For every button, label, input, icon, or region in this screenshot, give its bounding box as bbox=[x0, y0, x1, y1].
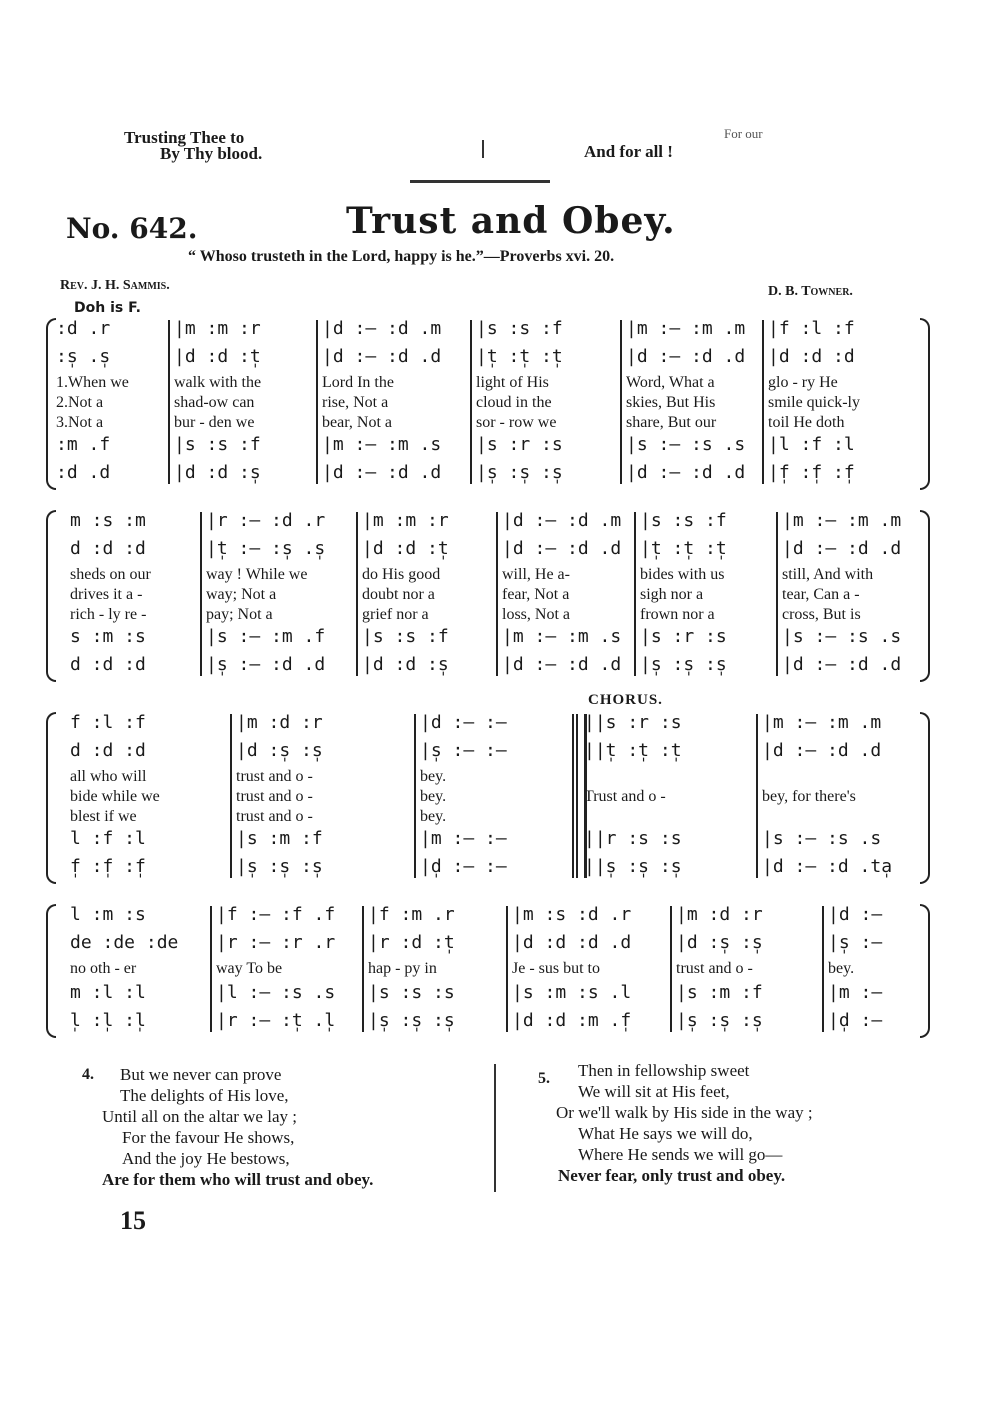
solfa-measure: |s̩ :— :d .d bbox=[206, 654, 326, 675]
solfa-measure: |d :s̩ :s̩ bbox=[676, 932, 763, 953]
solfa-measure: :s̩ .s̩ bbox=[56, 346, 111, 367]
lyric-measure: all who will bbox=[70, 768, 147, 785]
solfa-measure: d :d :d bbox=[70, 538, 146, 559]
chorus-label: CHORUS. bbox=[588, 692, 663, 708]
solfa-measure: l :f :l bbox=[70, 828, 146, 849]
solfa-measure: |d :— :d .d bbox=[322, 346, 442, 367]
solfa-measure: |d :— :d .d bbox=[626, 346, 746, 367]
hymn-title: Trust and Obey. bbox=[346, 200, 676, 242]
author: Rev. J. H. Sammis. bbox=[60, 278, 170, 293]
bar-line bbox=[356, 512, 358, 676]
page-number: 15 bbox=[120, 1206, 146, 1235]
lyric-measure: 2.Not a bbox=[56, 394, 104, 411]
verse-divider bbox=[494, 1064, 496, 1192]
solfa-measure: f̩ :f̩ :f̩ bbox=[70, 856, 146, 877]
solfa-measure: de :de :de bbox=[70, 932, 179, 953]
system-brace-left bbox=[46, 510, 56, 682]
solfa-measure: f :l :f bbox=[70, 712, 146, 733]
lyric-measure: light of His bbox=[476, 374, 549, 391]
lyric-measure: blest if we bbox=[70, 808, 137, 825]
solfa-measure: |r :d :t̩ bbox=[368, 932, 455, 953]
lyric-measure: drives it a - bbox=[70, 586, 143, 603]
lyric-measure: no oth - er bbox=[70, 960, 137, 977]
solfa-measure: |s̩ :s̩ :s̩ bbox=[368, 1010, 455, 1031]
solfa-measure: |r :— :t̩ .l̩ bbox=[216, 1010, 336, 1031]
solfa-measure: |s :— :s .s bbox=[762, 828, 882, 849]
verse-line: For the favour He shows, bbox=[122, 1128, 295, 1147]
lyric-measure: bear, Not a bbox=[322, 414, 392, 431]
lyric-measure: 1.When we bbox=[56, 374, 129, 391]
solfa-measure: |s̩ :— bbox=[828, 932, 883, 953]
bar-line bbox=[506, 906, 508, 1032]
solfa-measure: |m :— bbox=[828, 982, 883, 1003]
bar-line bbox=[496, 512, 498, 676]
solfa-measure: |d :— :d .d bbox=[782, 654, 902, 675]
lyric-measure: Trust and o - bbox=[584, 788, 666, 805]
lyric-measure: bey. bbox=[420, 768, 447, 785]
solfa-measure: |s̩ :— :— bbox=[420, 740, 507, 761]
solfa-measure: |d :d :s̩ bbox=[362, 654, 449, 675]
bar-line bbox=[316, 320, 318, 484]
solfa-measure: |m :— :m .m bbox=[762, 712, 882, 733]
verse-line: And the joy He bestows, bbox=[122, 1149, 290, 1168]
bar-line bbox=[414, 714, 416, 878]
lyric-measure: will, He a- bbox=[502, 566, 570, 583]
system-brace-left bbox=[46, 712, 56, 884]
solfa-measure: ||r :s :s bbox=[584, 828, 682, 849]
bar-line bbox=[634, 512, 636, 676]
solfa-measure: |l :— :s .s bbox=[216, 982, 336, 1003]
solfa-measure: |d :d :t̩ bbox=[174, 346, 261, 367]
solfa-measure: |s :s :f bbox=[476, 318, 563, 339]
solfa-measure: m :l :l bbox=[70, 982, 146, 1003]
verse-line: The delights of His love, bbox=[120, 1086, 289, 1105]
solfa-measure: ||t̩ :t̩ :t̩ bbox=[584, 740, 682, 761]
lyric-measure: way; Not a bbox=[206, 586, 277, 603]
solfa-measure: |d :d :s̩ bbox=[174, 462, 261, 483]
lyric-measure: share, But our bbox=[626, 414, 717, 431]
lyric-measure: way ! While we bbox=[206, 566, 308, 583]
bar-line bbox=[470, 320, 472, 484]
solfa-measure: |f̩ :f̩ :f̩ bbox=[768, 462, 855, 483]
lyric-measure: bey. bbox=[420, 808, 447, 825]
solfa-measure: :d .d bbox=[56, 462, 111, 483]
solfa-measure: |d :— :— bbox=[420, 712, 507, 733]
lyric-measure: rise, Not a bbox=[322, 394, 389, 411]
lyric-measure: way To be bbox=[216, 960, 283, 977]
lyric-measure: pay; Not a bbox=[206, 606, 273, 623]
lyric-measure: sor - row we bbox=[476, 414, 557, 431]
lyric-measure: bur - den we bbox=[174, 414, 255, 431]
solfa-measure: |m :— :m .m bbox=[626, 318, 746, 339]
solfa-measure: l̩ :l̩ :l̩ bbox=[70, 1010, 146, 1031]
solfa-measure: :m .f bbox=[56, 434, 111, 455]
solfa-measure: |r :— :d .r bbox=[206, 510, 326, 531]
solfa-measure: |d :d :m .f̩ bbox=[512, 1010, 632, 1031]
prev-hymn-line-3: And for all ! bbox=[584, 142, 673, 161]
solfa-measure: |s̩ :s̩ :s̩ bbox=[640, 654, 727, 675]
system-brace-left bbox=[46, 318, 56, 490]
solfa-measure: d :d :d bbox=[70, 740, 146, 761]
system-brace-right bbox=[920, 712, 930, 884]
solfa-measure: |s :m :s .l bbox=[512, 982, 632, 1003]
lyric-measure: rich - ly re - bbox=[70, 606, 147, 623]
bar-line bbox=[572, 714, 574, 878]
solfa-measure: |t̩ :— :s̩ .s̩ bbox=[206, 538, 326, 559]
solfa-measure: |d :d :t̩ bbox=[362, 538, 449, 559]
solfa-measure: d :d :d bbox=[70, 654, 146, 675]
bar-line bbox=[756, 714, 758, 878]
solfa-measure: |d :d :d .d bbox=[512, 932, 632, 953]
solfa-measure: |s :s :f bbox=[174, 434, 261, 455]
lyric-measure: bey. bbox=[828, 960, 855, 977]
solfa-measure: |f :l :f bbox=[768, 318, 855, 339]
solfa-measure: |s :— :m .f bbox=[206, 626, 326, 647]
solfa-measure: l :m :s bbox=[70, 904, 146, 925]
solfa-measure: |s :— :s .s bbox=[782, 626, 902, 647]
solfa-measure: |s :— :s .s bbox=[626, 434, 746, 455]
lyric-measure: loss, Not a bbox=[502, 606, 570, 623]
lyric-measure: toil He doth bbox=[768, 414, 845, 431]
solfa-measure: |m :d :r bbox=[676, 904, 763, 925]
solfa-measure: ||s :r :s bbox=[584, 712, 682, 733]
solfa-measure: |d :— :d .d bbox=[626, 462, 746, 483]
lyric-measure: bide while we bbox=[70, 788, 160, 805]
solfa-measure: |s :m :f bbox=[676, 982, 763, 1003]
solfa-measure: |s :m :f bbox=[236, 828, 323, 849]
lyric-measure: glo - ry He bbox=[768, 374, 838, 391]
prev-hymn-divider bbox=[482, 140, 484, 158]
solfa-measure: |s̩ :s̩ :s̩ bbox=[676, 1010, 763, 1031]
system-brace-right bbox=[920, 510, 930, 682]
solfa-measure: |d :— :d .ta̩ bbox=[762, 856, 893, 877]
lyric-measure: bey, for there's bbox=[762, 788, 856, 805]
bar-line bbox=[776, 512, 778, 676]
lyric-measure: Je - sus but to bbox=[512, 960, 600, 977]
lyric-measure: walk with the bbox=[174, 374, 262, 391]
epigraph: “ Whoso trusteth in the Lord, happy is he.”—Proverbs xvi. 20. bbox=[188, 248, 615, 265]
lyric-measure: doubt nor a bbox=[362, 586, 435, 603]
solfa-measure: |d :— :d .m bbox=[502, 510, 622, 531]
system-brace-right bbox=[920, 318, 930, 490]
lyric-measure: Lord In the bbox=[322, 374, 394, 391]
section-rule bbox=[410, 180, 550, 183]
solfa-measure: |f :— :f .f bbox=[216, 904, 336, 925]
solfa-measure: |t̩ :t̩ :t̩ bbox=[476, 346, 563, 367]
lyric-measure: do His good bbox=[362, 566, 441, 583]
lyric-measure: cross, But is bbox=[782, 606, 861, 623]
bar-line bbox=[762, 320, 764, 484]
prev-hymn-line-1: Trusting Thee to bbox=[124, 128, 245, 147]
solfa-measure: |m :— :m .s bbox=[322, 434, 442, 455]
composer: D. B. Towner. bbox=[768, 284, 853, 299]
verse-4-number: 4. bbox=[82, 1066, 94, 1083]
system-brace-right bbox=[920, 904, 930, 1038]
lyric-measure: smile quick-ly bbox=[768, 394, 860, 411]
bar-line bbox=[210, 906, 212, 1032]
verse-line: Where He sends we will go— bbox=[578, 1145, 783, 1164]
solfa-measure: |s̩ :s̩ :s̩ bbox=[236, 856, 323, 877]
lyric-measure: frown nor a bbox=[640, 606, 715, 623]
solfa-measure: ||s̩ :s̩ :s̩ bbox=[584, 856, 682, 877]
solfa-measure: |m :m :r bbox=[362, 510, 449, 531]
lyric-measure: grief nor a bbox=[362, 606, 429, 623]
verse-line: What He says we will do, bbox=[578, 1124, 753, 1143]
prev-hymn-faint-text: For our bbox=[724, 126, 763, 141]
solfa-measure: |s̩ :s̩ :s̩ bbox=[476, 462, 563, 483]
lyric-measure: skies, But His bbox=[626, 394, 716, 411]
bar-line bbox=[168, 320, 170, 484]
lyric-measure: trust and o - bbox=[676, 960, 753, 977]
solfa-measure: |s :r :s bbox=[640, 626, 727, 647]
bar-line bbox=[822, 906, 824, 1032]
solfa-measure: |d :s̩ :s̩ bbox=[236, 740, 323, 761]
verse-line: Never fear, only trust and obey. bbox=[558, 1166, 786, 1185]
key-signature: Doh is F. bbox=[74, 300, 141, 316]
solfa-measure: |d :— :d .d bbox=[502, 538, 622, 559]
lyric-measure: trust and o - bbox=[236, 808, 313, 825]
solfa-measure: |d :— :d .d bbox=[762, 740, 882, 761]
solfa-measure: |d̩ :— :— bbox=[420, 856, 507, 877]
lyric-measure: trust and o - bbox=[236, 788, 313, 805]
solfa-measure: s :m :s bbox=[70, 626, 146, 647]
bar-line bbox=[230, 714, 232, 878]
lyric-measure: hap - py in bbox=[368, 960, 437, 977]
solfa-measure: |r :— :r .r bbox=[216, 932, 336, 953]
hymn-number: No. 642. bbox=[66, 212, 198, 245]
verse-5-number: 5. bbox=[538, 1070, 550, 1087]
solfa-measure: |d :d :d bbox=[768, 346, 855, 367]
solfa-measure: |s :r :s bbox=[476, 434, 563, 455]
solfa-measure: |d :— :d .m bbox=[322, 318, 442, 339]
verse-line: Are for them who will trust and obey. bbox=[102, 1170, 374, 1189]
solfa-measure: m :s :m bbox=[70, 510, 146, 531]
solfa-measure: |t̩ :t̩ :t̩ bbox=[640, 538, 727, 559]
verse-line: Then in fellowship sweet bbox=[578, 1061, 750, 1080]
bar-line bbox=[362, 906, 364, 1032]
lyric-measure: sheds on our bbox=[70, 566, 151, 583]
solfa-measure: |l :f :l bbox=[768, 434, 855, 455]
lyric-measure: bey. bbox=[420, 788, 447, 805]
prev-hymn-line-2: By Thy blood. bbox=[160, 144, 263, 163]
solfa-measure: |d :— :d .d bbox=[502, 654, 622, 675]
solfa-measure: |d̩ :— bbox=[828, 1010, 883, 1031]
solfa-measure: |m :m :r bbox=[174, 318, 261, 339]
solfa-measure: |m :— :m .s bbox=[502, 626, 622, 647]
lyric-measure: cloud in the bbox=[476, 394, 552, 411]
solfa-measure: |m :— :— bbox=[420, 828, 507, 849]
lyric-measure: sigh nor a bbox=[640, 586, 704, 603]
lyric-measure: bides with us bbox=[640, 566, 725, 583]
solfa-measure: |f :m .r bbox=[368, 904, 455, 925]
solfa-measure: |d :— bbox=[828, 904, 883, 925]
system-brace-left bbox=[46, 904, 56, 1038]
lyric-measure: 3.Not a bbox=[56, 414, 104, 431]
verse-line: Until all on the altar we lay ; bbox=[102, 1107, 297, 1126]
lyric-measure: trust and o - bbox=[236, 768, 313, 785]
solfa-measure: |d :— :d .d bbox=[782, 538, 902, 559]
solfa-measure: |m :d :r bbox=[236, 712, 323, 733]
lyric-measure: still, And with bbox=[782, 566, 874, 583]
lyric-measure: tear, Can a - bbox=[782, 586, 860, 603]
solfa-measure: |d :— :d .d bbox=[322, 462, 442, 483]
bar-line bbox=[620, 320, 622, 484]
bar-line bbox=[670, 906, 672, 1032]
bar-line bbox=[200, 512, 202, 676]
double-bar-line bbox=[576, 714, 587, 878]
verse-line: We will sit at His feet, bbox=[578, 1082, 730, 1101]
verse-line: But we never can prove bbox=[120, 1065, 282, 1084]
solfa-measure: :d .r bbox=[56, 318, 111, 339]
solfa-measure: |s :s :s bbox=[368, 982, 455, 1003]
verse-line: Or we'll walk by His side in the way ; bbox=[556, 1103, 813, 1122]
lyric-measure: shad-ow can bbox=[174, 394, 255, 411]
solfa-measure: |m :s :d .r bbox=[512, 904, 632, 925]
solfa-measure: |m :— :m .m bbox=[782, 510, 902, 531]
lyric-measure: fear, Not a bbox=[502, 586, 570, 603]
solfa-measure: |s :s :f bbox=[362, 626, 449, 647]
lyric-measure: Word, What a bbox=[626, 374, 715, 391]
solfa-measure: |s :s :f bbox=[640, 510, 727, 531]
